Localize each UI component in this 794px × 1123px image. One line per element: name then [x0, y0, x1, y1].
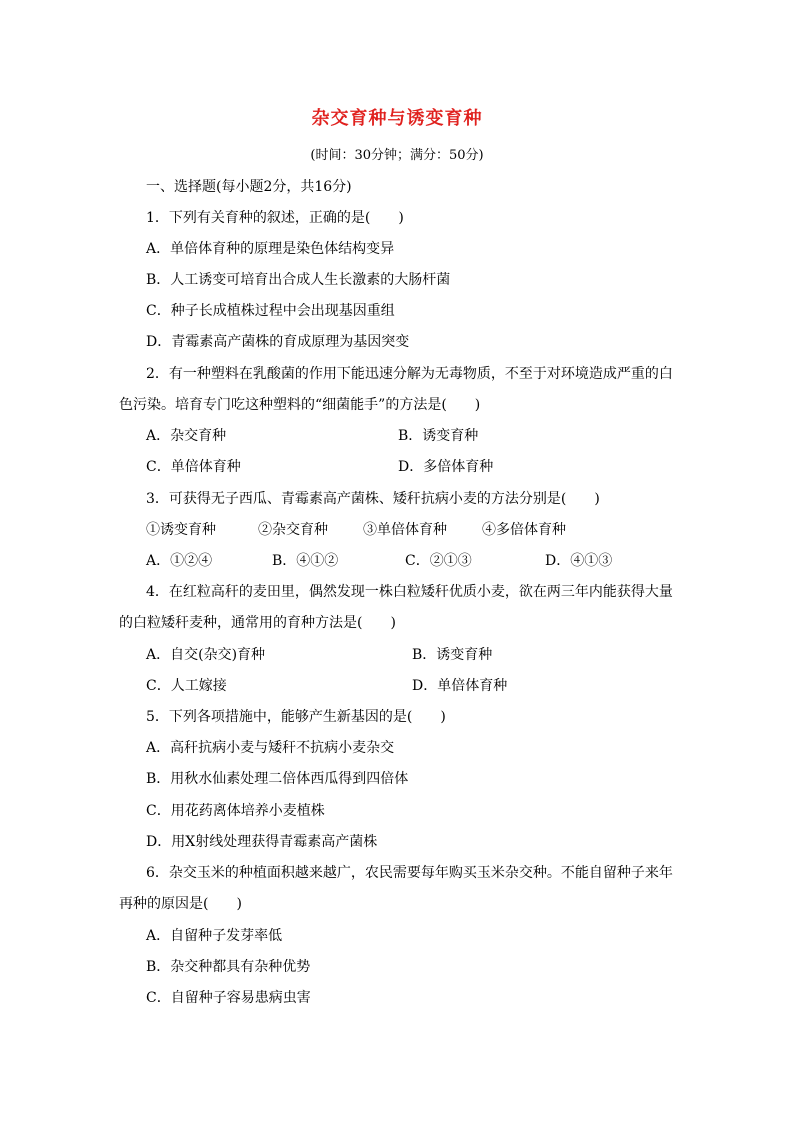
q4-stem-line1: 4．在红粒高秆的麦田里，偶然发现一株白粒矮秆优质小麦，欲在两三年内能获得大量	[146, 584, 673, 600]
q2-stem-line1: 2．有一种塑料在乳酸菌的作用下能迅速分解为无毒物质，不至于对环境造成严重的白	[146, 366, 673, 382]
q6-option-c: C．自留种子容易患病虫害	[146, 990, 311, 1006]
q2-stem-line2: 色污染。培育专门吃这种塑料的“细菌能手”的方法是( )	[119, 397, 481, 413]
q1-option-c: C．种子长成植株过程中会出现基因重组	[146, 303, 395, 319]
page-subtitle: (时间：30分钟；满分：50分)	[310, 148, 484, 163]
q5-option-d: D．用X射线处理获得青霉素高产菌株	[146, 834, 378, 850]
q2-option-a: A．杂交育种	[146, 428, 227, 444]
q1-stem: 1．下列有关育种的叙述，正确的是( )	[146, 210, 404, 226]
q3-stem: 3．可获得无子西瓜、青霉素高产菌株、矮秆抗病小麦的方法分别是( )	[146, 491, 600, 507]
section-heading: 一、选择题(每小题2分，共16分)	[146, 179, 352, 195]
q6-stem-line1: 6．杂交玉米的种植面积越来越广，农民需要每年购买玉米杂交种。不能自留种子来年	[146, 865, 673, 881]
q4-stem-line2: 的白粒矮秆麦种，通常用的育种方法是( )	[119, 615, 396, 631]
q1-option-d: D．青霉素高产菌株的育成原理为基因突变	[146, 334, 410, 350]
q2-option-d: D．多倍体育种	[398, 459, 494, 475]
q3-option-d: D．④①③	[545, 553, 613, 569]
q3-option-c: C．②①③	[405, 553, 472, 569]
q4-option-d: D．单倍体育种	[412, 678, 508, 694]
q4-option-c: C．人工嫁接	[146, 678, 227, 694]
q3-option-b: B．④①②	[272, 553, 339, 569]
q2-option-c: C．单倍体育种	[146, 459, 241, 475]
q5-stem: 5．下列各项措施中，能够产生新基因的是( )	[146, 709, 446, 725]
q4-option-b: B．诱变育种	[412, 647, 493, 663]
q6-option-a: A．自留种子发芽率低	[146, 928, 283, 944]
q3-method-1: ①诱变育种	[146, 522, 216, 538]
q1-option-b: B．人工诱变可培育出合成人生长激素的大肠杆菌	[146, 272, 451, 288]
q5-option-c: C．用花药离体培养小麦植株	[146, 803, 325, 819]
q3-method-3: ③单倍体育种	[363, 522, 447, 538]
q6-option-b: B．杂交种都具有杂种优势	[146, 959, 311, 975]
q4-option-a: A．自交(杂交)育种	[146, 647, 266, 663]
q2-option-b: B．诱变育种	[398, 428, 479, 444]
q1-option-a: A．单倍体育种的原理是染色体结构变异	[146, 241, 395, 257]
q3-option-a: A．①②④	[146, 553, 213, 569]
page-title: 杂交育种与诱变育种	[311, 108, 483, 129]
q5-option-a: A．高秆抗病小麦与矮秆不抗病小麦杂交	[146, 740, 395, 756]
q3-method-2: ②杂交育种	[258, 522, 328, 538]
q5-option-b: B．用秋水仙素处理二倍体西瓜得到四倍体	[146, 771, 409, 787]
q3-method-4: ④多倍体育种	[482, 522, 566, 538]
q6-stem-line2: 再种的原因是( )	[119, 896, 242, 912]
